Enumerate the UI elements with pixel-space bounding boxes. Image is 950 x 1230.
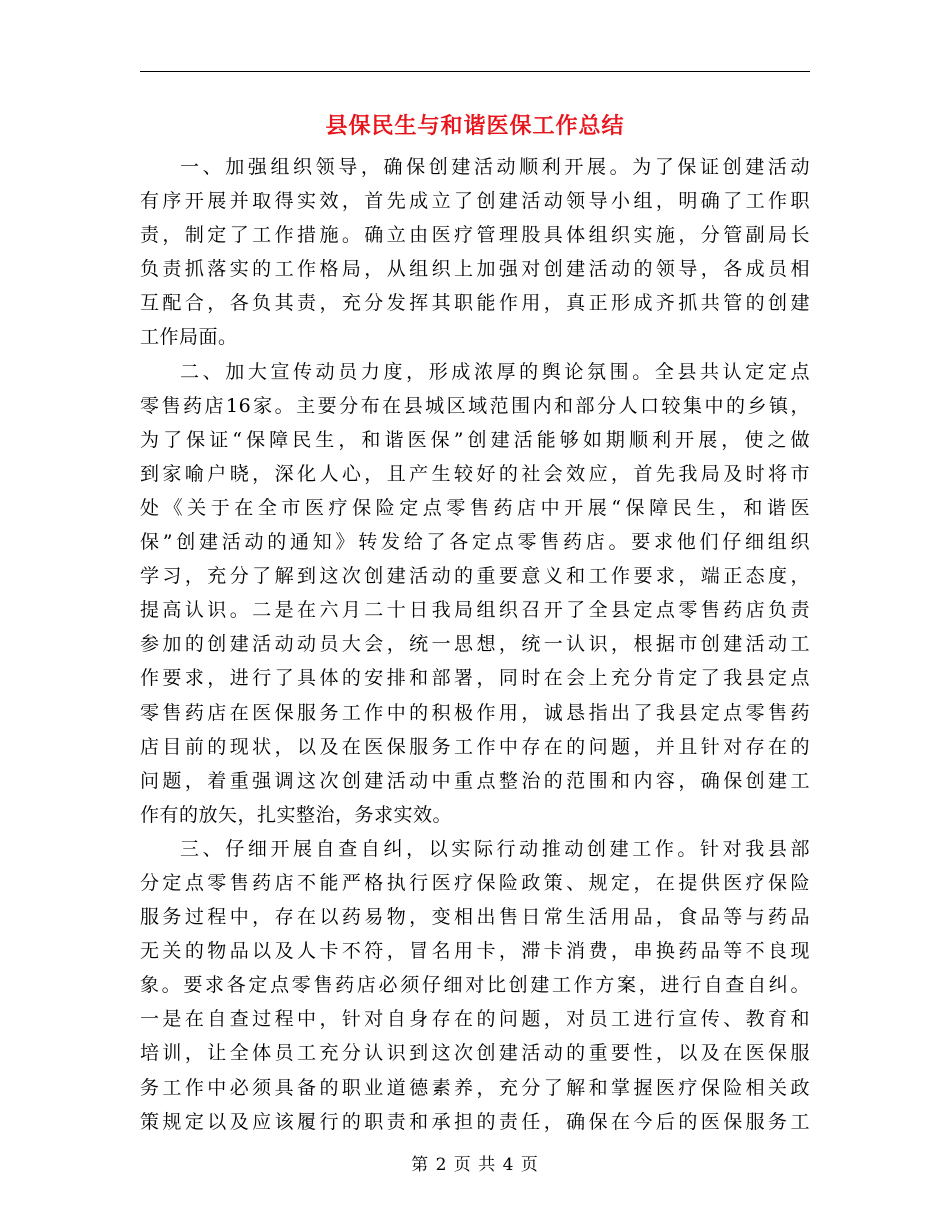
body-line: 互配合，各负其责，充分发挥其职能作用，真正形成齐抓共管的创建 bbox=[140, 292, 810, 315]
body-line: 务工作中必须具备的职业道德素养，充分了解和掌握医疗保险相关政 bbox=[140, 1076, 810, 1099]
body-line: 为了保证“保障民生，和谐医保”创建活能够如期顺利开展，使之做 bbox=[140, 428, 810, 451]
body-line: 无关的物品以及人卡不符，冒名用卡，滞卡消费，串换药品等不良现 bbox=[140, 940, 810, 963]
body-line: 提高认识。二是在六月二十日我局组织召开了全县定点零售药店负责 bbox=[140, 599, 810, 622]
body-line: 三、仔细开展自查自纠，以实际行动推动创建工作。针对我县部 bbox=[180, 837, 810, 860]
body-line: 象。要求各定点零售药店必须仔细对比创建工作方案，进行自查自纠。 bbox=[140, 974, 810, 997]
body-line: 问题，着重强调这次创建活动中重点整治的范围和内容，确保创建工 bbox=[140, 769, 810, 792]
body-line: 有序开展并取得实效，首先成立了创建活动领导小组，明确了工作职 bbox=[140, 190, 810, 213]
page-number-footer bbox=[0, 1151, 950, 1179]
body-line: 零售药店在医保服务工作中的积极作用，诚恳指出了我县定点零售药 bbox=[140, 701, 810, 724]
body-line: 培训，让全体员工充分认识到这次创建活动的重要性，以及在医保服 bbox=[140, 1042, 810, 1065]
body-line: 店目前的现状，以及在医保服务工作中存在的问题，并且针对存在的 bbox=[140, 735, 810, 758]
body-line: 作有的放矢，扎实整治，务求实效。 bbox=[140, 803, 453, 826]
body-line: 到家喻户晓，深化人心，且产生较好的社会效应，首先我局及时将市 bbox=[140, 462, 810, 485]
body-line: 零售药店16家。主要分布在县城区域范围内和部分人口较集中的乡镇， bbox=[140, 394, 810, 417]
body-line: 责，制定了工作措施。确立由医疗管理股具体组织实施，分管副局长 bbox=[140, 224, 810, 247]
body-line: 处《关于在全市医疗保险定点零售药店中开展“保障民生，和谐医 bbox=[140, 496, 810, 519]
body-line: 一、加强组织领导，确保创建活动顺利开展。为了保证创建活动 bbox=[180, 156, 810, 178]
body-line: 作要求，进行了具体的安排和部署，同时在会上充分肯定了我县定点 bbox=[140, 667, 810, 690]
body-line: 策规定以及应该履行的职责和承担的责任，确保在今后的医保服务工 bbox=[140, 1110, 810, 1133]
footer-current-page: 2 bbox=[435, 1155, 448, 1175]
body-line: 二、加大宣传动员力度，形成浓厚的舆论氛围。全县共认定定点 bbox=[180, 360, 810, 383]
footer-total-pages: 4 bbox=[502, 1155, 515, 1175]
body-line: 学习，充分了解到这次创建活动的重要意义和工作要求，端正态度， bbox=[140, 565, 810, 588]
header-rule bbox=[140, 71, 810, 72]
footer-middle: 页 共 bbox=[453, 1155, 497, 1175]
footer-prefix: 第 bbox=[411, 1155, 430, 1175]
body-line: 分定点零售药店不能严格执行医疗保险政策、规定，在提供医疗保险 bbox=[140, 871, 810, 894]
footer-suffix: 页 bbox=[520, 1155, 539, 1175]
body-line: 负责抓落实的工作格局，从组织上加强对创建活动的领导，各成员相 bbox=[140, 258, 810, 281]
body-line: 服务过程中，存在以药易物，变相出售日常生活用品，食品等与药品 bbox=[140, 906, 810, 929]
body-line: 工作局面。 bbox=[140, 326, 238, 349]
body-line: 保”创建活动的通知》转发给了各定点零售药店。要求他们仔细组织 bbox=[140, 531, 810, 554]
body-line: 参加的创建活动动员大会，统一思想，统一认识，根据市创建活动工 bbox=[140, 633, 810, 656]
document-body bbox=[140, 150, 810, 1139]
document-title: 县保民生与和谐医保工作总结 bbox=[325, 113, 625, 139]
body-line: 一是在自查过程中，针对自身存在的问题，对员工进行宣传、教育和 bbox=[140, 1008, 810, 1031]
